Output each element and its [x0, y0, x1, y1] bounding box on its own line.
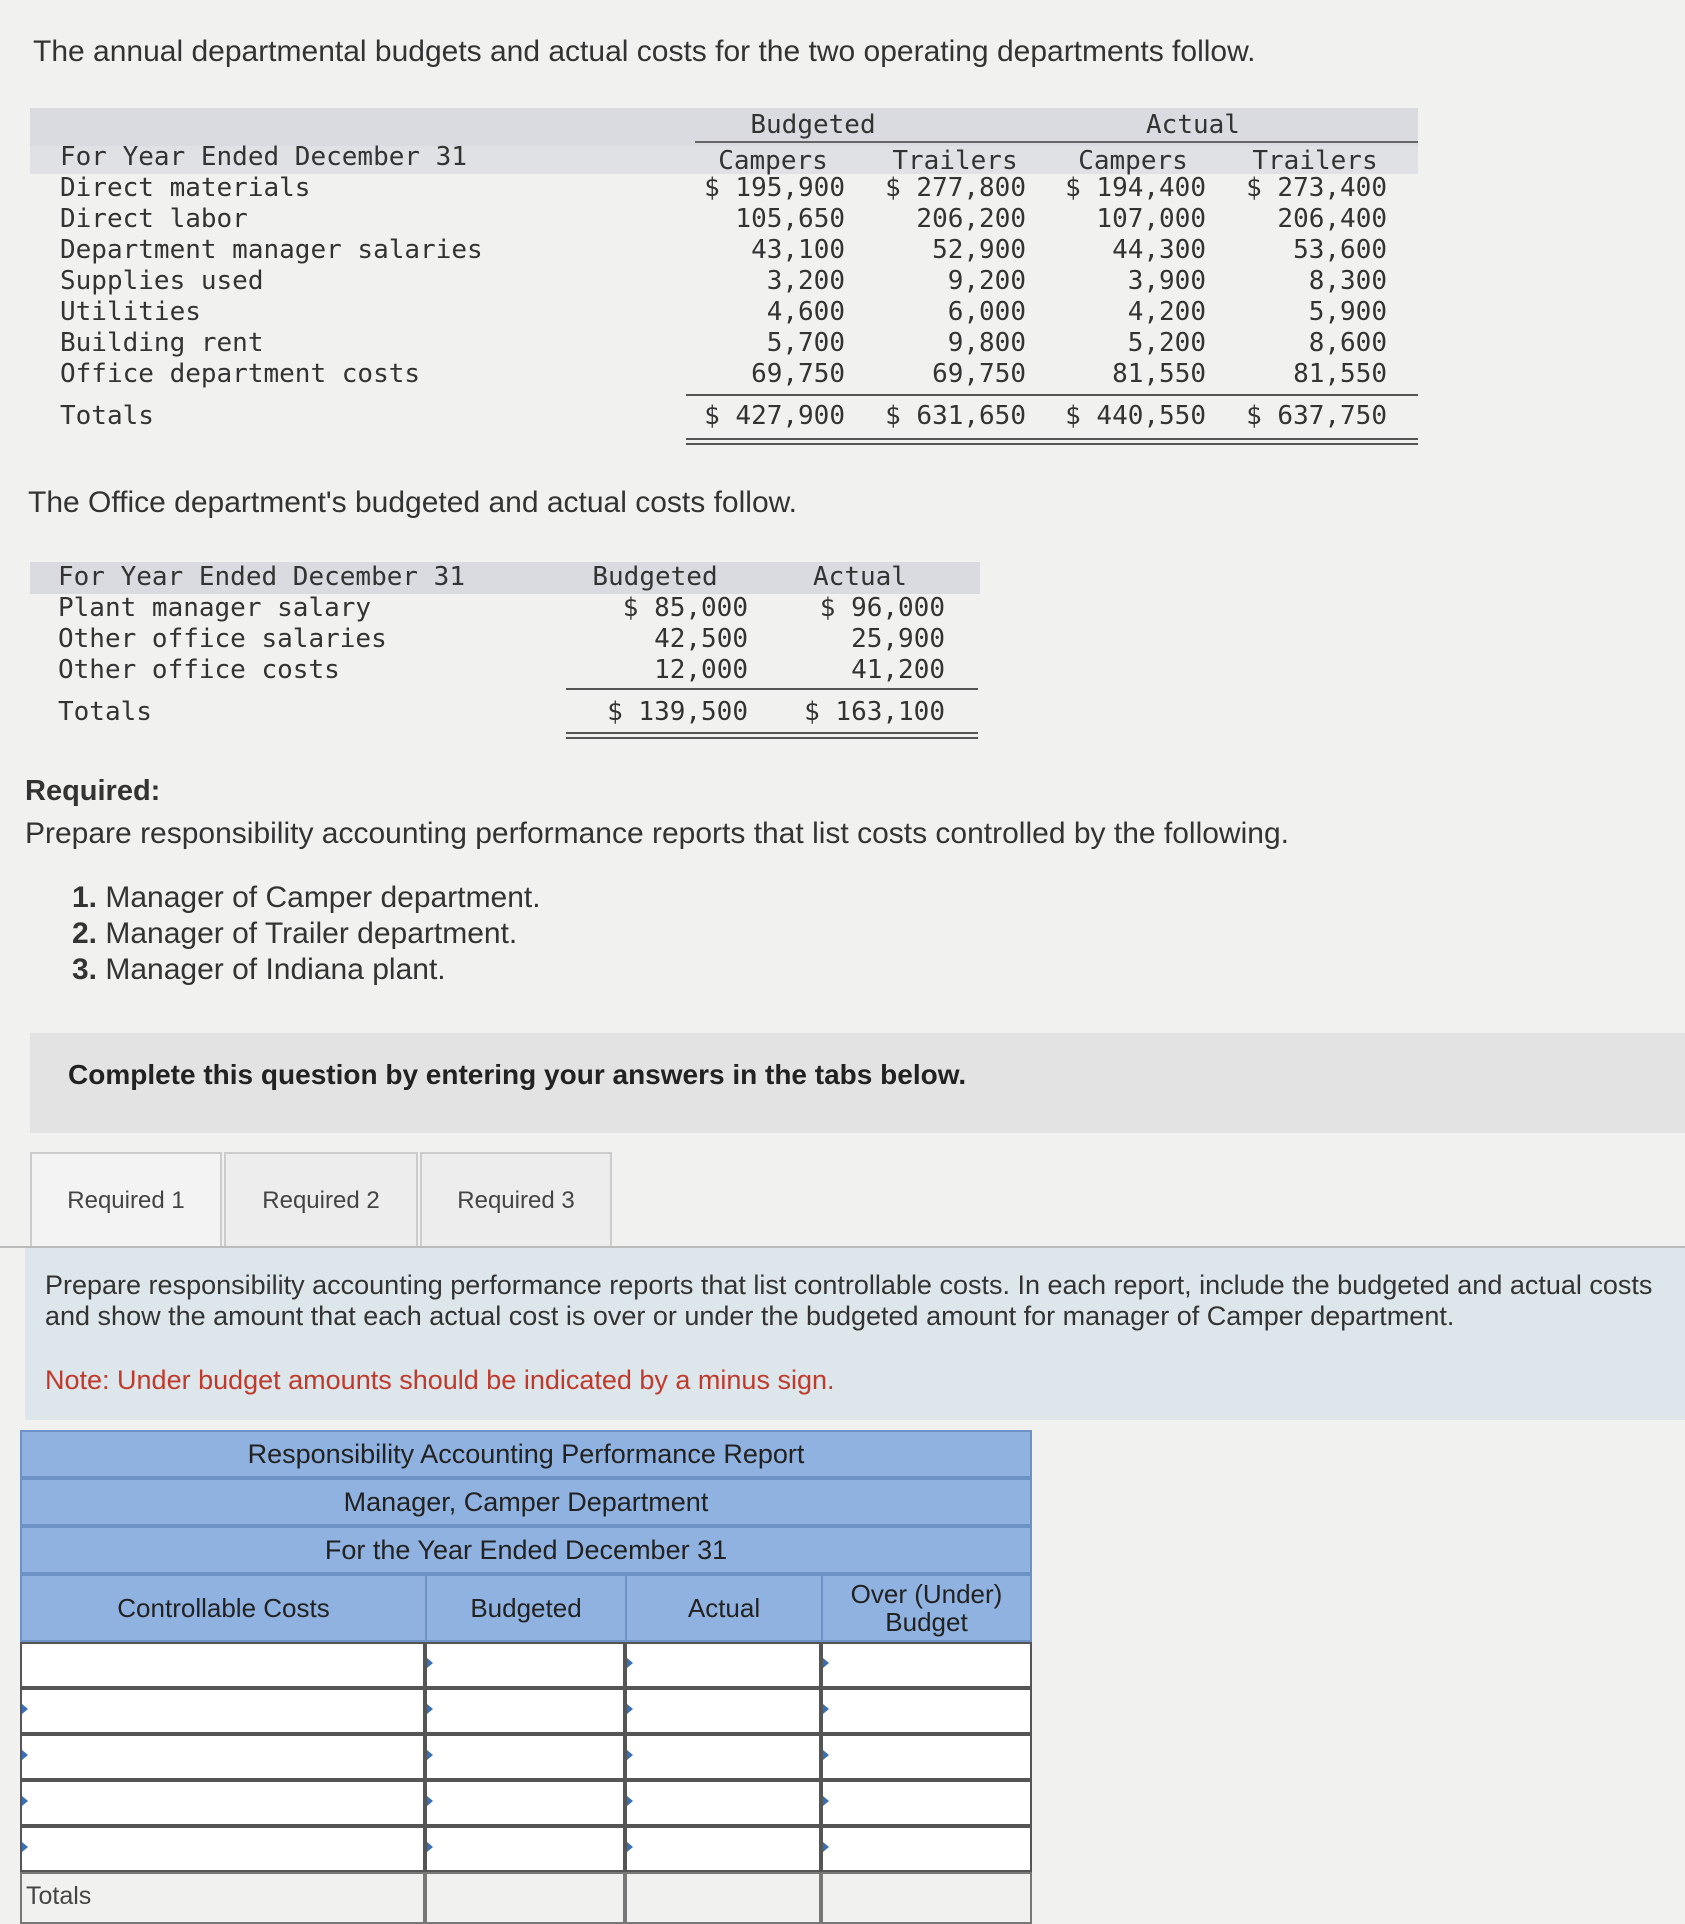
instructions-text: Prepare responsibility accounting performance reports that list controllable costs. In each report, include the budgeted and actual costs and show the amount that each actual cost is over or under the budgeted amount for manager of Camper department.	[45, 1270, 1653, 1331]
cell-value: 42,500	[654, 624, 748, 654]
cell-value: 52,900	[932, 235, 1026, 265]
tab-required-1[interactable]: Required 1	[30, 1152, 222, 1247]
cell-value: 43,100	[751, 235, 845, 265]
totals-row	[30, 401, 1418, 432]
cell-value: $ 277,800	[885, 173, 1026, 203]
complete-text: Complete this question by entering your answers in the tabs below.	[68, 1059, 967, 1090]
complete-question-banner	[30, 1033, 1685, 1133]
cell-value: 6,000	[947, 297, 1026, 327]
col-header-trailers-actual: Trailers	[1252, 146, 1378, 176]
budgeted-input[interactable]	[427, 1644, 623, 1686]
cell-value: $ 427,900	[704, 401, 845, 431]
intro-text: The annual departmental budgets and actual costs for the two operating departments follow.	[33, 35, 1256, 68]
totals-row	[20, 1872, 1032, 1924]
table-row	[20, 1826, 1032, 1872]
row-label: Supplies used	[60, 266, 264, 296]
table-row	[20, 1642, 1032, 1688]
report-subtitle: Manager, Camper Department	[20, 1478, 1032, 1526]
totals-actual-cell	[625, 1872, 821, 1924]
cell-value: $ 85,000	[622, 593, 748, 623]
cell-value: 4,600	[766, 297, 845, 327]
cost-name-cell[interactable]	[20, 1780, 425, 1826]
cell-value: 9,200	[947, 266, 1026, 296]
cell-value: 25,900	[851, 624, 945, 654]
cell-value: $ 139,500	[607, 697, 748, 727]
col-header-campers-budgeted: Campers	[718, 146, 828, 176]
header-actual: Actual	[627, 1576, 823, 1640]
list-text: Manager of Indiana plant.	[105, 953, 446, 986]
table-row	[20, 1780, 1032, 1826]
row-label: Direct labor	[60, 204, 248, 234]
subtotal-line	[566, 688, 978, 690]
cell-value: 3,900	[1127, 266, 1206, 296]
cell-value: 105,650	[735, 204, 845, 234]
cell-value: $ 163,100	[804, 697, 945, 727]
budgeted-cell[interactable]	[425, 1734, 625, 1780]
cell-value: 81,550	[1293, 359, 1387, 389]
list-text: Manager of Camper department.	[105, 881, 541, 914]
cell-value: 4,200	[1127, 297, 1206, 327]
table-row	[30, 297, 1418, 328]
cell-value: 206,200	[916, 204, 1026, 234]
report-title: Responsibility Accounting Performance Report	[20, 1430, 1032, 1478]
variance-input[interactable]	[823, 1736, 1030, 1778]
cell-value: 69,750	[932, 359, 1026, 389]
budgeted-input[interactable]	[427, 1736, 623, 1778]
cell-value: 12,000	[654, 655, 748, 685]
header-label: For Year Ended December 31	[58, 562, 465, 592]
variance-cell[interactable]	[821, 1642, 1032, 1688]
variance-input[interactable]	[823, 1828, 1030, 1870]
cost-name-cell[interactable]	[20, 1642, 425, 1688]
row-label: Utilities	[60, 297, 201, 327]
cost-name-input[interactable]	[22, 1782, 423, 1824]
budgeted-cell[interactable]	[425, 1642, 625, 1688]
totals-label-cell	[20, 1872, 425, 1924]
row-label: Other office salaries	[58, 624, 387, 654]
cell-value: 5,900	[1308, 297, 1387, 327]
double-underline	[686, 438, 1418, 440]
cell-value: 206,400	[1277, 204, 1387, 234]
budgeted-input[interactable]	[427, 1828, 623, 1870]
report-period: For the Year Ended December 31	[20, 1526, 1032, 1574]
variance-cell[interactable]	[821, 1734, 1032, 1780]
list-item	[72, 916, 541, 952]
instructions-panel	[25, 1248, 1685, 1420]
table-row	[30, 173, 1418, 204]
actual-input[interactable]	[627, 1828, 819, 1870]
actual-cell[interactable]	[625, 1688, 821, 1734]
table-row	[30, 624, 980, 655]
col-header-campers-actual: Campers	[1078, 146, 1188, 176]
actual-cell[interactable]	[625, 1734, 821, 1780]
cost-name-input[interactable]	[22, 1690, 423, 1732]
required-text: Prepare responsibility accounting performance reports that list costs controlled by the following.	[25, 817, 1289, 850]
table-row	[30, 266, 1418, 297]
required-title: Required:	[25, 775, 161, 807]
budgeted-group-header: Budgeted	[750, 110, 876, 140]
cell-value: 5,200	[1127, 328, 1206, 358]
cell-value: 41,200	[851, 655, 945, 685]
cost-name-input[interactable]	[22, 1736, 423, 1778]
variance-cell[interactable]	[821, 1826, 1032, 1872]
totals-row	[30, 697, 980, 728]
cell-value: 44,300	[1112, 235, 1206, 265]
table-row	[20, 1688, 1032, 1734]
totals-variance-cell	[821, 1872, 1032, 1924]
header-row	[30, 142, 1418, 173]
variance-cell[interactable]	[821, 1780, 1032, 1826]
required-list	[72, 880, 541, 988]
tab-required-3[interactable]: Required 3	[420, 1152, 612, 1247]
totals-budgeted-cell	[425, 1872, 625, 1924]
row-label: Building rent	[60, 328, 264, 358]
actual-cell[interactable]	[625, 1826, 821, 1872]
row-label: Plant manager salary	[58, 593, 372, 623]
totals-label: Totals	[26, 1882, 92, 1910]
cell-value: $ 195,900	[704, 173, 845, 203]
cell-value: 3,200	[766, 266, 845, 296]
cost-name-input[interactable]	[22, 1644, 423, 1686]
table-row	[20, 1734, 1032, 1780]
cell-value: 69,750	[751, 359, 845, 389]
header-row	[30, 562, 980, 593]
table-row	[30, 235, 1418, 266]
cell-value: 81,550	[1112, 359, 1206, 389]
cost-name-cell[interactable]	[20, 1688, 425, 1734]
actual-input[interactable]	[627, 1690, 819, 1732]
row-label: Direct materials	[60, 173, 311, 203]
table-row	[30, 204, 1418, 235]
cell-value: 8,600	[1308, 328, 1387, 358]
table-row	[30, 328, 1418, 359]
col-header-actual: Actual	[813, 562, 907, 592]
variance-input[interactable]	[823, 1690, 1030, 1732]
cost-name-cell[interactable]	[20, 1826, 425, 1872]
header-over-under-budget: Over (Under) Budget	[850, 1579, 1003, 1637]
header-label: For Year Ended December 31	[60, 142, 467, 172]
variance-input[interactable]	[823, 1644, 1030, 1686]
cell-value: 9,800	[947, 328, 1026, 358]
cell-value: $ 631,650	[885, 401, 1026, 431]
list-text: Manager of Trailer department.	[105, 917, 518, 950]
cell-value: $ 96,000	[819, 593, 945, 623]
variance-input[interactable]	[823, 1782, 1030, 1824]
budgeted-input[interactable]	[427, 1782, 623, 1824]
row-label: Other office costs	[58, 655, 340, 685]
cell-value: $ 194,400	[1065, 173, 1206, 203]
actual-input[interactable]	[627, 1782, 819, 1824]
table-row	[30, 359, 1418, 390]
double-underline	[566, 737, 978, 739]
row-label: Department manager salaries	[60, 235, 483, 265]
header-budgeted: Budgeted	[427, 1576, 627, 1640]
report-header-row	[20, 1574, 1032, 1642]
budgeted-cell[interactable]	[425, 1780, 625, 1826]
budgeted-cell[interactable]	[425, 1826, 625, 1872]
cell-value: $ 440,550	[1065, 401, 1206, 431]
col-header-budgeted: Budgeted	[592, 562, 718, 592]
row-label: Office department costs	[60, 359, 421, 389]
cost-name-cell[interactable]	[20, 1734, 425, 1780]
actual-input[interactable]	[627, 1644, 819, 1686]
row-label: Totals	[58, 697, 152, 727]
list-item	[72, 952, 541, 988]
list-number: 3.	[72, 953, 98, 986]
actual-group-header: Actual	[1146, 110, 1240, 140]
budgeted-input[interactable]	[427, 1690, 623, 1732]
double-underline	[686, 443, 1418, 445]
tab-required-2[interactable]: Required 2	[224, 1152, 418, 1247]
table-row	[30, 593, 980, 624]
variance-cell[interactable]	[821, 1688, 1032, 1734]
budgeted-cell[interactable]	[425, 1688, 625, 1734]
cell-value: $ 637,750	[1246, 401, 1387, 431]
actual-cell[interactable]	[625, 1642, 821, 1688]
cell-value: 53,600	[1293, 235, 1387, 265]
office-intro-text: The Office department's budgeted and actual costs follow.	[28, 486, 797, 519]
header-controllable-costs: Controllable Costs	[22, 1576, 427, 1640]
table-row	[30, 655, 980, 686]
subtotal-line	[686, 394, 1418, 396]
cell-value: 107,000	[1096, 204, 1206, 234]
cell-value: $ 273,400	[1246, 173, 1387, 203]
cell-value: 5,700	[766, 328, 845, 358]
instructions-note: Note: Under budget amounts should be indicated by a minus sign.	[45, 1365, 835, 1395]
actual-cell[interactable]	[625, 1780, 821, 1826]
row-label: Totals	[60, 401, 154, 431]
cost-name-input[interactable]	[22, 1828, 423, 1870]
list-item	[72, 880, 541, 916]
col-header-trailers-budgeted: Trailers	[892, 146, 1018, 176]
actual-input[interactable]	[627, 1736, 819, 1778]
double-underline	[566, 732, 978, 734]
list-number: 1.	[72, 881, 98, 914]
list-number: 2.	[72, 917, 98, 950]
cell-value: 8,300	[1308, 266, 1387, 296]
